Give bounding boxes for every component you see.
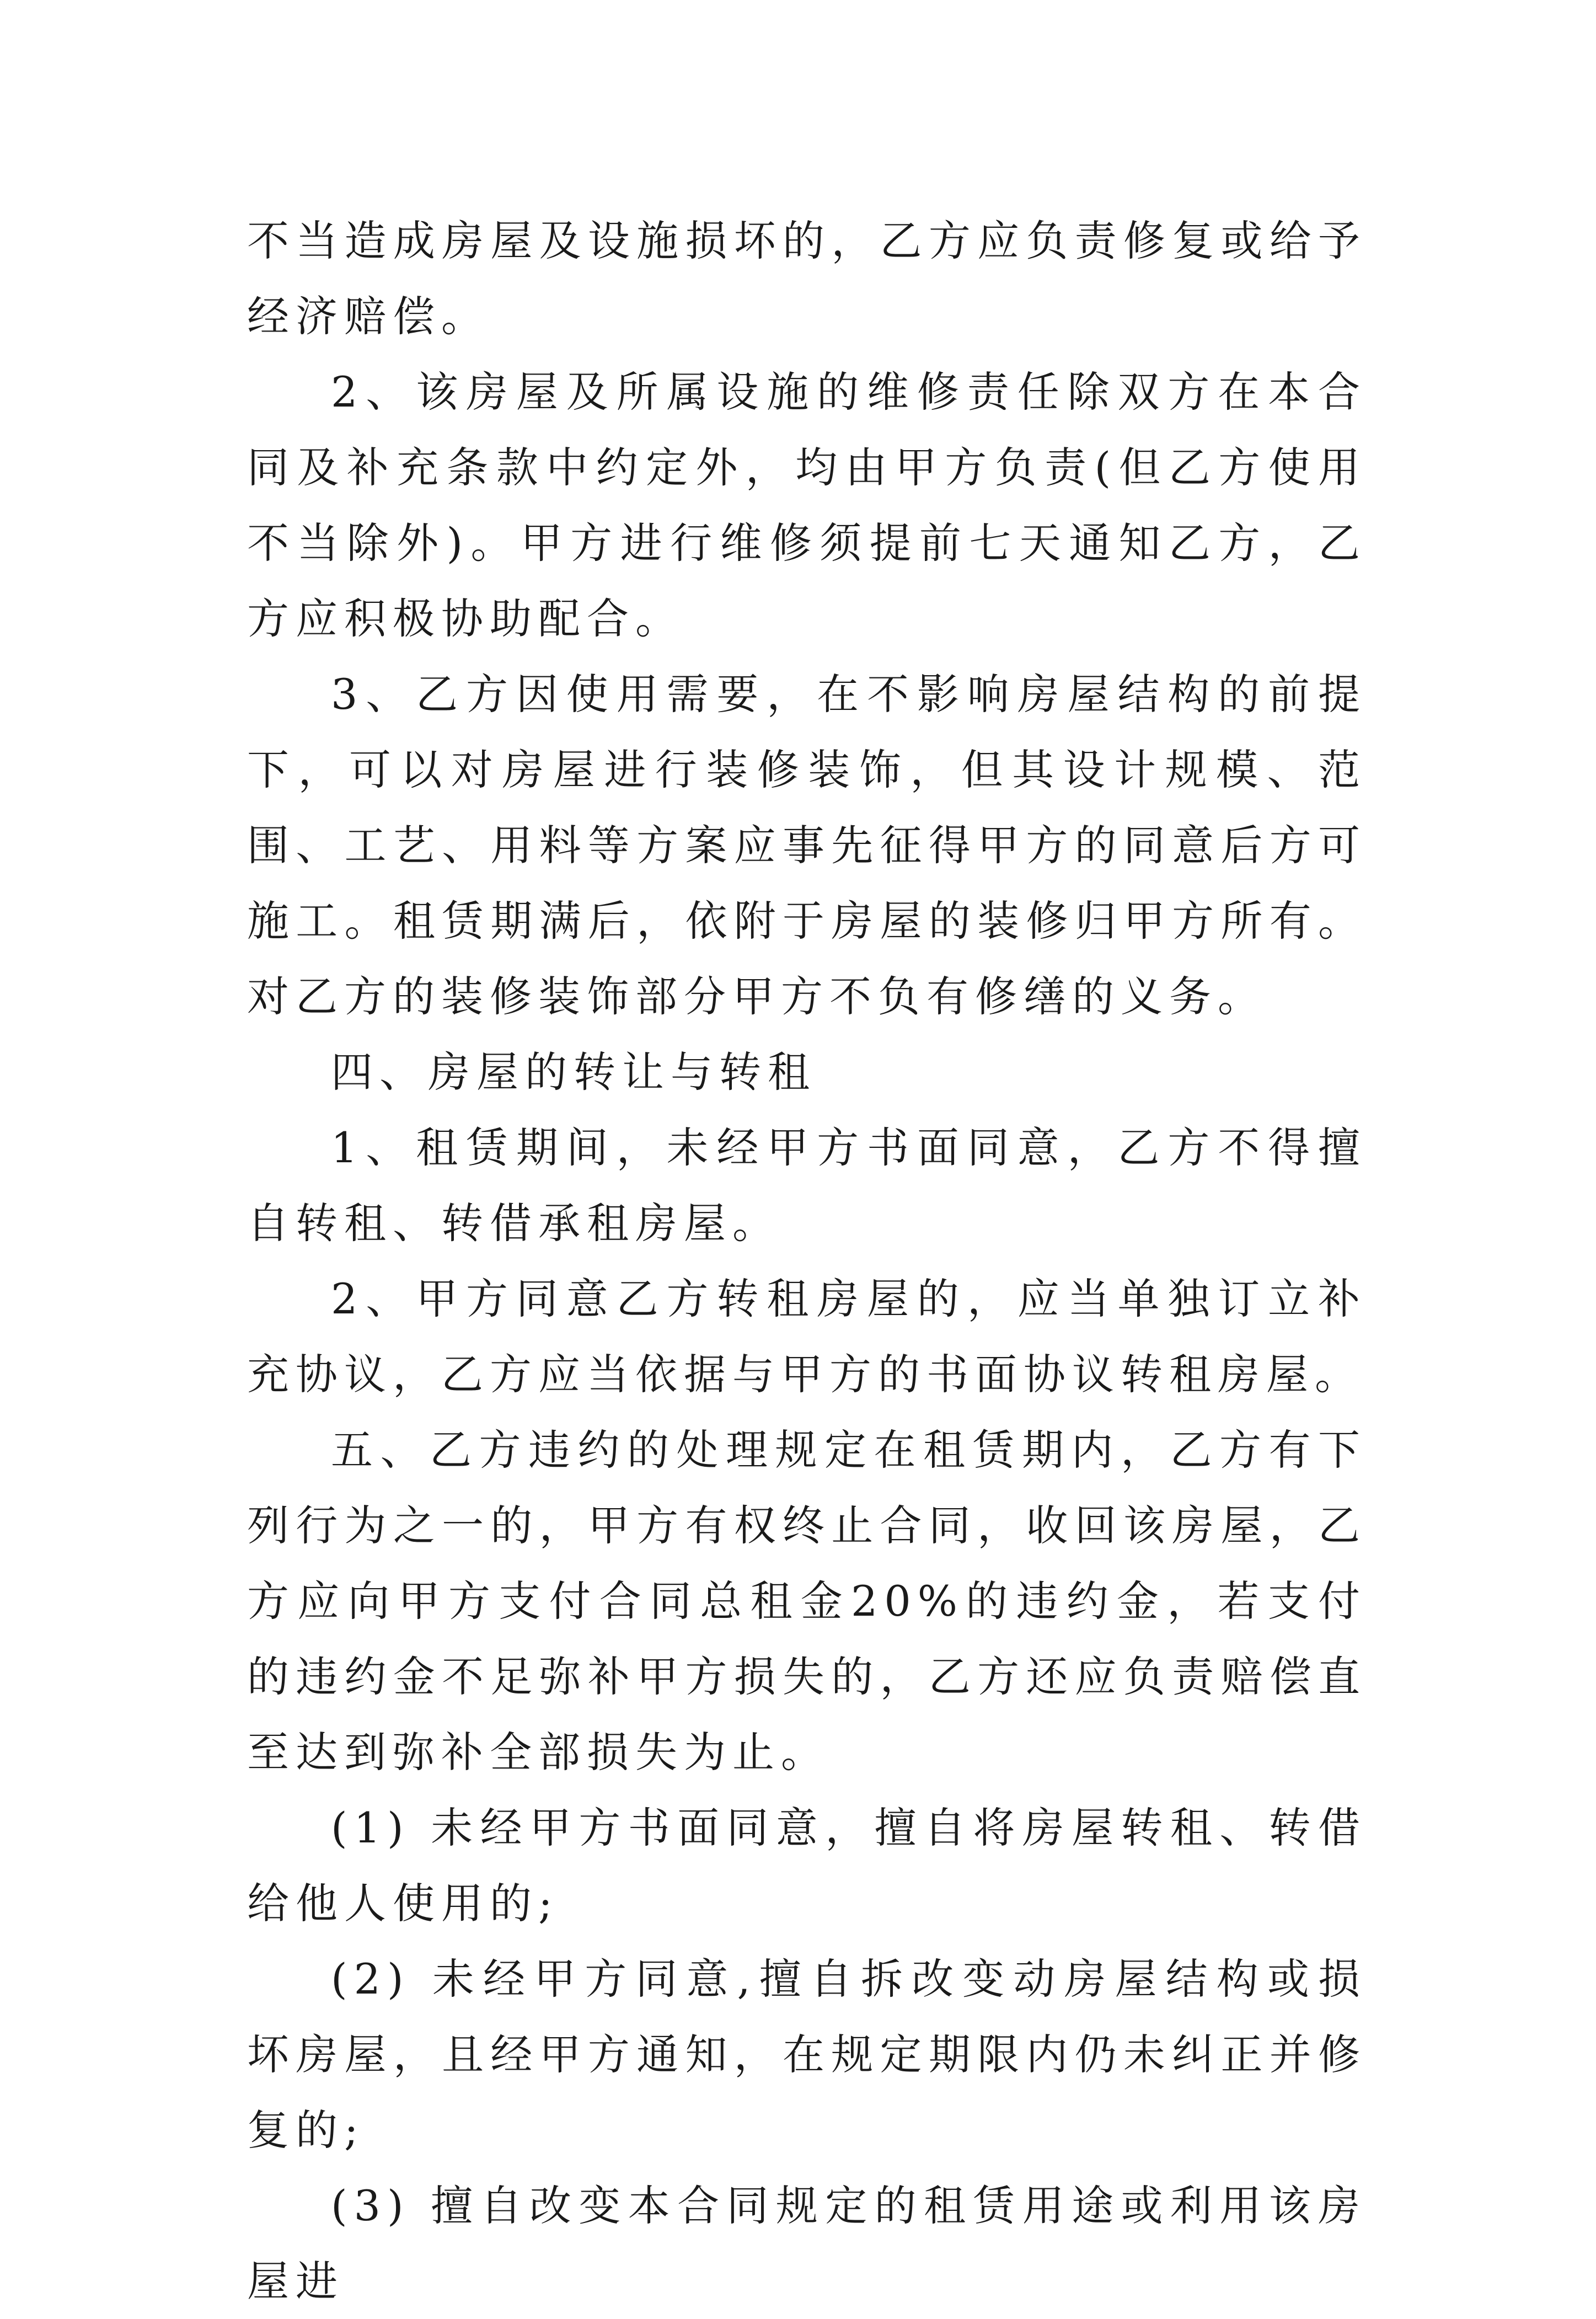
paragraph-clause-3-2: 2、该房屋及所属设施的维修责任除双方在本合同及补充条款中约定外，均由甲方负责(但乙方使用不当除外)。甲方进行维修须提前七天通知乙方，乙方应积极协助配合。 [247,367,1367,643]
document-body [247,203,1367,2319]
list-item-2: (2) 未经甲方同意,擅自拆改变动房屋结构或损坏房屋，且经甲方通知，在规定期限内仍未纠正并修复的; [247,1954,1367,2155]
paragraph-clause-4-1: 1、租赁期间，未经甲方书面同意，乙方不得擅自转租、转借承租房屋。 [247,1123,1367,1248]
list-item-3: (3) 擅自改变本合同规定的租赁用途或利用该房屋进 [247,2181,1367,2306]
paragraph-clause-4-2: 2、甲方同意乙方转租房屋的，应当单独订立补充协议，乙方应当依据与甲方的书面协议转租房屋。 [247,1274,1367,1399]
section-heading-4: 四、房屋的转让与转租 [331,1048,816,1097]
section-heading-5: 五、乙方违约的处理规定在租赁期内，乙方有下列行为之一的，甲方有权终止合同，收回该房屋，乙方应向甲方支付合同总租金20%的违约金，若支付的违约金不足弥补甲方损失的，乙方还应负责赔偿直至达到弥补全部损失为止。 [247,1425,1367,1777]
list-item-1: (1) 未经甲方书面同意，擅自将房屋转租、转借给他人使用的; [247,1803,1367,1928]
paragraph-clause-3-3: 3、乙方因使用需要，在不影响房屋结构的前提下，可以对房屋进行装修装饰，但其设计规模、范围、工艺、用料等方案应事先征得甲方的同意后方可施工。租赁期满后，依附于房屋的装修归甲方所有。对乙方的装修装饰部分甲方不负有修缮的义务。 [247,670,1367,1021]
paragraph-continuation: 不当造成房屋及设施损坏的，乙方应负责修复或给予经济赔偿。 [247,216,1367,341]
